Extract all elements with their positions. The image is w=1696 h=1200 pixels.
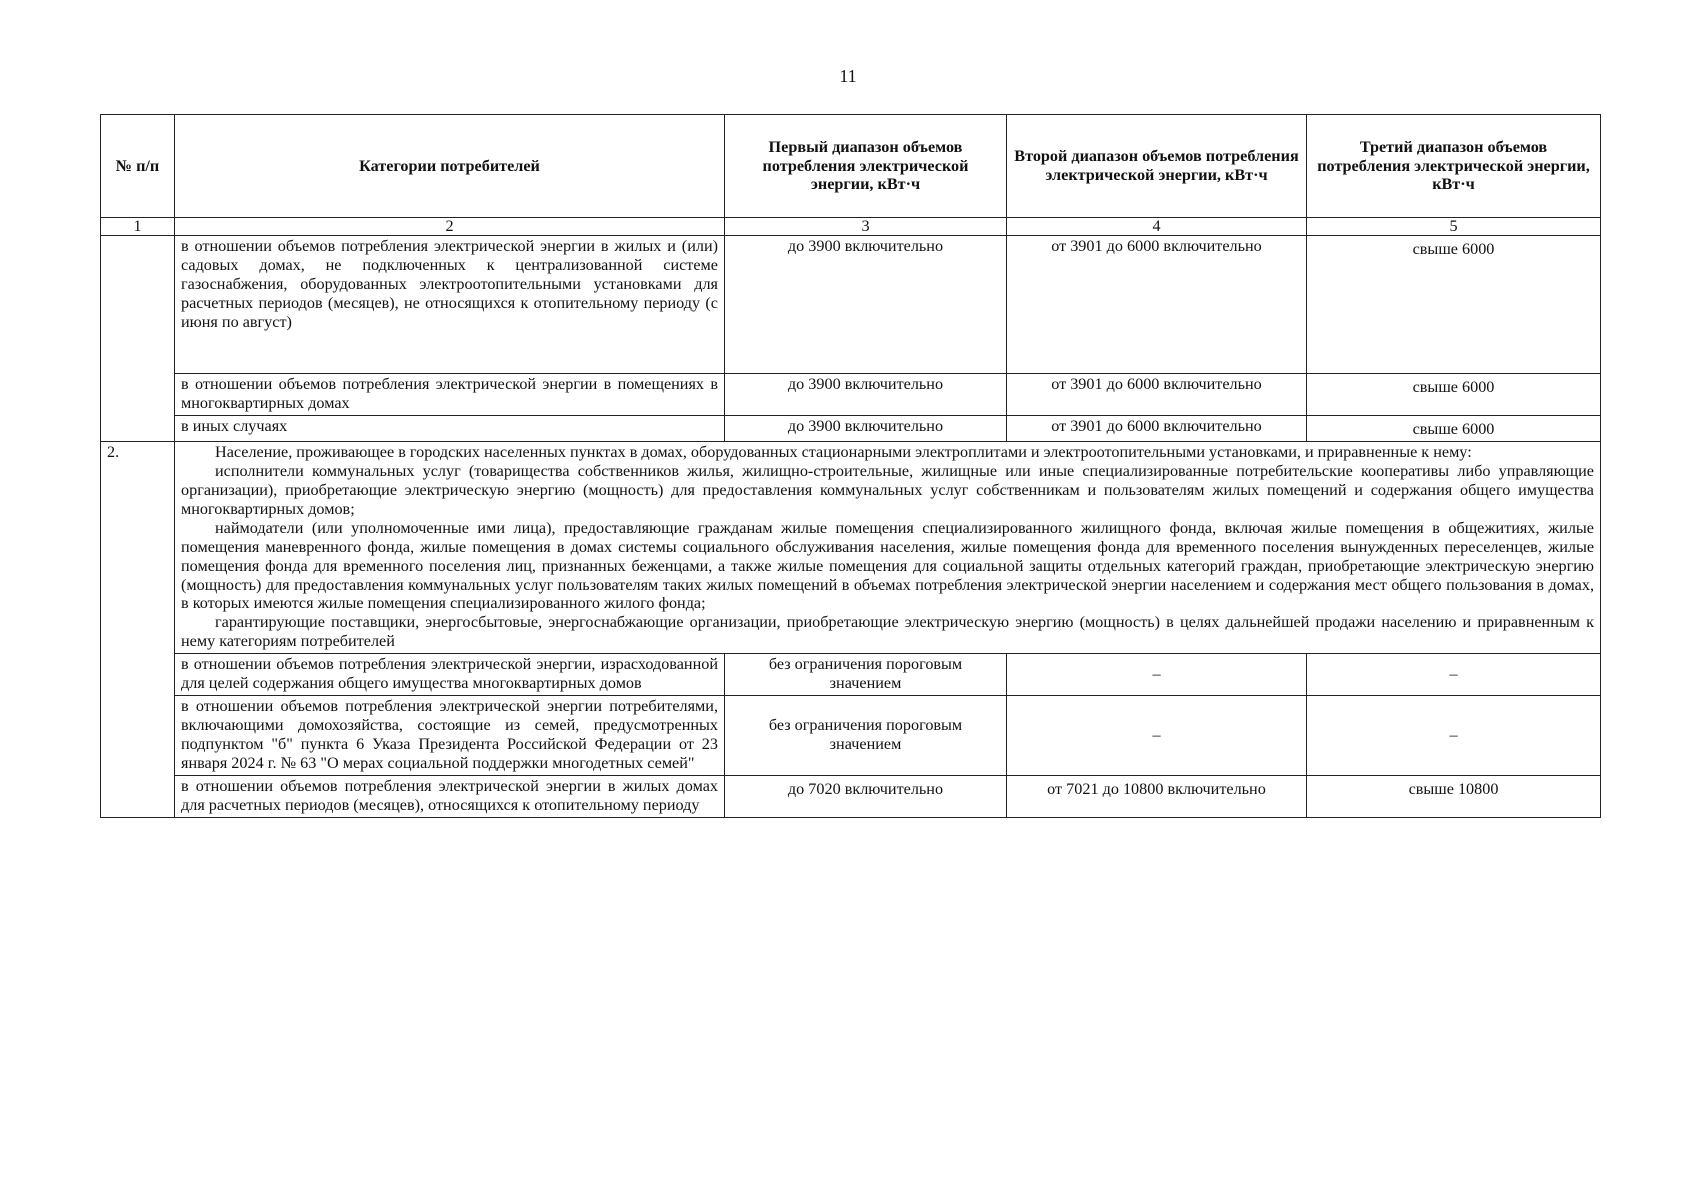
range2-cell: от 7021 до 10800 включительно [1007, 776, 1307, 818]
table-row [101, 236, 1601, 374]
range2-cell: от 3901 до 6000 включительно [1007, 374, 1307, 416]
section2-description-row [101, 441, 1601, 653]
header-range1: Первый диапазон объемов потребления электрической энергии, кВт·ч [725, 115, 1007, 218]
category-cell: в отношении объемов потребления электрической энергии в жилых и (или) садовых домах, не подключенных к централизованной системе газоснабжения, оборудованных электроотопительными установками для расчетных периодов (месяцев), не относящихся к отопительному периоду (с июня по август) [175, 236, 725, 374]
table-row [101, 654, 1601, 696]
table-row [101, 776, 1601, 818]
range1-cell: до 3900 включительно [725, 236, 1007, 374]
header-category: Категории потребителей [175, 115, 725, 218]
section2-paragraph: гарантирующие поставщики, энергосбытовые, энергоснабжающие организации, приобретающие электрическую энергию (мощность) в целях дальнейшей продажи населению и приравненным к нему категориям потребителей [181, 613, 1594, 651]
category-cell: в отношении объемов потребления электрической энергии, израсходованной для целей содержания общего имущества многоквартирных домов [175, 654, 725, 696]
category-cell: в отношении объемов потребления электрической энергии потребителями, включающими домохозяйства, состоящие из семей, предусмотренных подпунктом "б" пункта 6 Указа Президента Российской Федерации от 23 января 2024 г. № 63 "О мерах социальной поддержки многодетных семей" [175, 696, 725, 776]
row-num-empty [101, 236, 175, 442]
range1-cell: до 3900 включительно [725, 374, 1007, 416]
range3-cell: свыше 6000 [1307, 374, 1601, 416]
section2-paragraph: наймодатели (или уполномоченные ими лица), предоставляющие гражданам жилые помещения специализированного жилищного фонда, включая жилые помещения в общежитиях, жилые помещения маневренного фонда, жилые помещения в домах системы социального обслуживания населения, жилые помещения фонда для временного поселения вынужденных переселенцев, жилые помещения фонда для временного поселения лиц, признанных беженцами, а также жилые помещения для социальной защиты отдельных категорий граждан, приобретающие электрическую энергию (мощность) для предоставления коммунальных услуг пользователям таких жилых помещений в объемах потребления электрической энергии населением и содержания мест общего пользования в домах, в которых имеются жилые помещения специализированного жилого фонда; [181, 518, 1594, 613]
range1-cell: без ограничения пороговым значением [725, 696, 1007, 776]
range1-cell: без ограничения пороговым значением [725, 654, 1007, 696]
page-number: 11 [839, 66, 857, 86]
column-numbers-row [101, 218, 1601, 236]
category-cell: в иных случаях [175, 415, 725, 441]
section2-paragraph: исполнители коммунальных услуг (товарищества собственников жилья, жилищно-строительные, жилищные или иные специализированные потребительские кооперативы либо управляющие организации), приобретающие электрическую энергию (мощность) для предоставления коммунальных услуг собственникам и пользователям жилых помещений и содержания общего имущества многоквартирных домов; [181, 461, 1594, 518]
tariff-table [100, 114, 1601, 818]
range3-cell: свыше 6000 [1307, 236, 1601, 374]
range2-cell: – [1007, 696, 1307, 776]
section2-description [175, 441, 1601, 653]
range2-cell: от 3901 до 6000 включительно [1007, 415, 1307, 441]
range2-cell: от 3901 до 6000 включительно [1007, 236, 1307, 374]
header-num: № п/п [101, 115, 175, 218]
category-cell: в отношении объемов потребления электрической энергии в помещениях в многоквартирных домах [175, 374, 725, 416]
header-range3: Третий диапазон объемов потребления электрической энергии, кВт·ч [1307, 115, 1601, 218]
table-row [101, 415, 1601, 441]
table-row [101, 696, 1601, 776]
range1-cell: до 7020 включительно [725, 776, 1007, 818]
row-num: 2. [101, 441, 175, 817]
range1-cell: до 3900 включительно [725, 415, 1007, 441]
column-number: 5 [1307, 218, 1601, 236]
column-number: 4 [1007, 218, 1307, 236]
range3-cell: – [1307, 696, 1601, 776]
header-range2: Второй диапазон объемов потребления электрической энергии, кВт·ч [1007, 115, 1307, 218]
range3-cell: – [1307, 654, 1601, 696]
range3-cell: свыше 10800 [1307, 776, 1601, 818]
table-row [101, 374, 1601, 416]
section2-paragraph: Население, проживающее в городских населенных пунктах в домах, оборудованных стационарными электроплитами и электроотопительными установками, и приравненные к нему: [215, 442, 1472, 461]
column-number: 2 [175, 218, 725, 236]
column-number: 3 [725, 218, 1007, 236]
header-row [101, 115, 1601, 218]
column-number: 1 [101, 218, 175, 236]
range3-cell: свыше 6000 [1307, 415, 1601, 441]
range2-cell: – [1007, 654, 1307, 696]
category-cell: в отношении объемов потребления электрической энергии в жилых домах для расчетных периодов (месяцев), относящихся к отопительному периоду [175, 776, 725, 818]
